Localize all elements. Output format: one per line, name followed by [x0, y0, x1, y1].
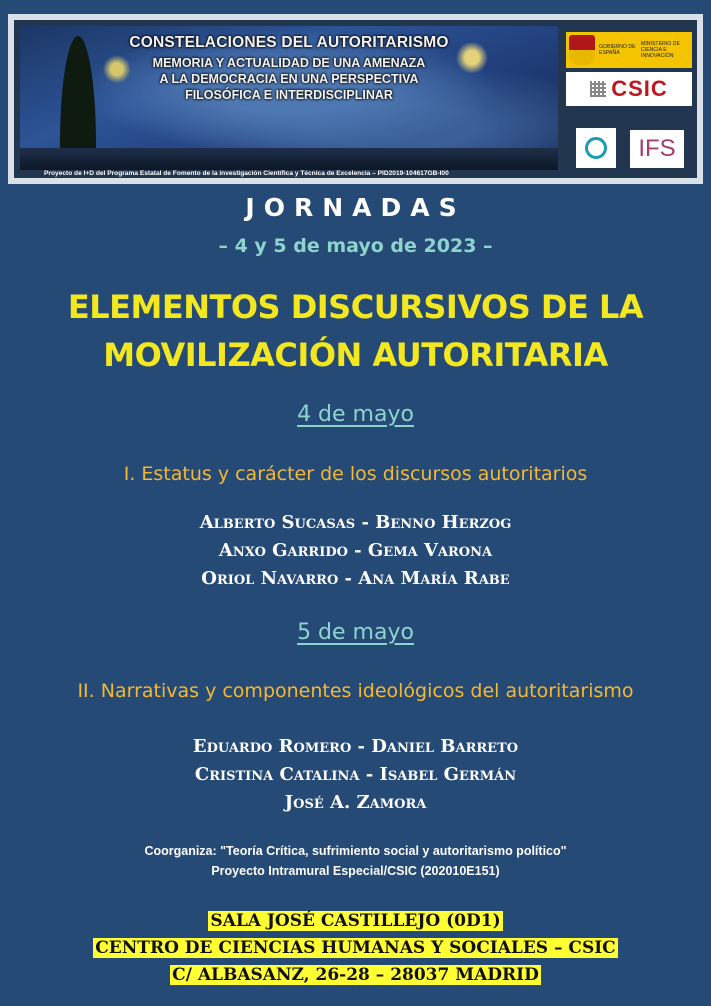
venue-line: SALA JOSÉ CASTILLEJO (0D1): [210, 911, 501, 931]
banner-subtitle-line: A LA DEMOCRACIA EN UNA PERSPECTIVA: [159, 72, 419, 86]
banner-subtitle: [20, 55, 558, 103]
event-title: [0, 283, 711, 379]
project-banner: [8, 14, 703, 184]
ifs-logo: IFS: [630, 130, 684, 168]
speaker-line: Cristina Catalina - Isabel Germán: [194, 764, 517, 785]
coorganiza-line: Proyecto Intramural Especial/CSIC (202010E151): [211, 864, 500, 878]
banner-title: CONSTELACIONES DEL AUTORITARISMO: [129, 34, 449, 51]
gobierno-text: GOBIERNO DE ESPAÑA: [599, 44, 636, 56]
speaker-line: Anxo Garrido - Gema Varona: [218, 540, 493, 561]
csic-grid-icon: [590, 81, 606, 97]
session-title: II. Narrativas y componentes ideológicos del autoritarismo: [77, 680, 634, 702]
speaker-line: Oriol Navarro - Ana María Rabe: [201, 568, 510, 589]
ministerio-text: MINISTERIO DE CIENCIA E INNOVACIÓN: [641, 41, 680, 59]
event-dates: – 4 y 5 de mayo de 2023 –: [218, 235, 493, 257]
coorganiza-note: [0, 841, 711, 881]
logos-panel: [566, 32, 692, 174]
banner-subtitle-line: MEMORIA Y ACTUALIDAD DE UNA AMENAZA: [152, 56, 426, 70]
csic-logo-text: CSIC: [611, 76, 668, 101]
day-date: 4 de mayo: [297, 402, 414, 427]
event-title-line: ELEMENTOS DISCURSIVOS DE LA: [67, 288, 644, 326]
project-credit: Proyecto de I+D del Programa Estatal de Fomento de la investigación Científica y Técnica de Excelencia – PID2019-104617GB-I00: [44, 170, 449, 177]
gobierno-logo: [566, 32, 692, 68]
village-shape: [20, 148, 558, 170]
event-label: JORNADAS: [245, 193, 466, 222]
banner-title-block: [20, 34, 558, 103]
venue-line: CENTRO DE CIENCIAS HUMANAS Y SOCIALES – CSIC: [95, 938, 616, 958]
csic-logo: [566, 72, 692, 106]
cchs-logo: [576, 128, 616, 168]
session-title: I. Estatus y carácter de los discursos autoritarios: [123, 463, 588, 485]
speaker-line: Eduardo Romero - Daniel Barreto: [192, 736, 519, 757]
speaker-list: [0, 733, 711, 817]
event-title-line: MOVILIZACIÓN AUTORITARIA: [103, 336, 608, 374]
banner-subtitle-line: FILOSÓFICA E INTERDISCIPLINAR: [185, 88, 393, 102]
venue-line: C/ ALBASANZ, 26-28 – 28037 MADRID: [172, 965, 539, 985]
starry-night-image: [20, 26, 558, 170]
banner-frame: [14, 20, 697, 178]
speaker-list: [0, 509, 711, 593]
coorganiza-line: Coorganiza: "Teoría Crítica, sufrimiento social y autoritarismo político": [144, 844, 567, 858]
venue-block: [0, 908, 711, 989]
spain-shield-icon: [569, 35, 595, 65]
day-date: 5 de mayo: [297, 620, 414, 645]
speaker-line: Alberto Sucasas - Benno Herzog: [199, 512, 512, 533]
cchs-circle-icon: [585, 137, 607, 159]
speaker-line: José A. Zamora: [284, 792, 427, 813]
